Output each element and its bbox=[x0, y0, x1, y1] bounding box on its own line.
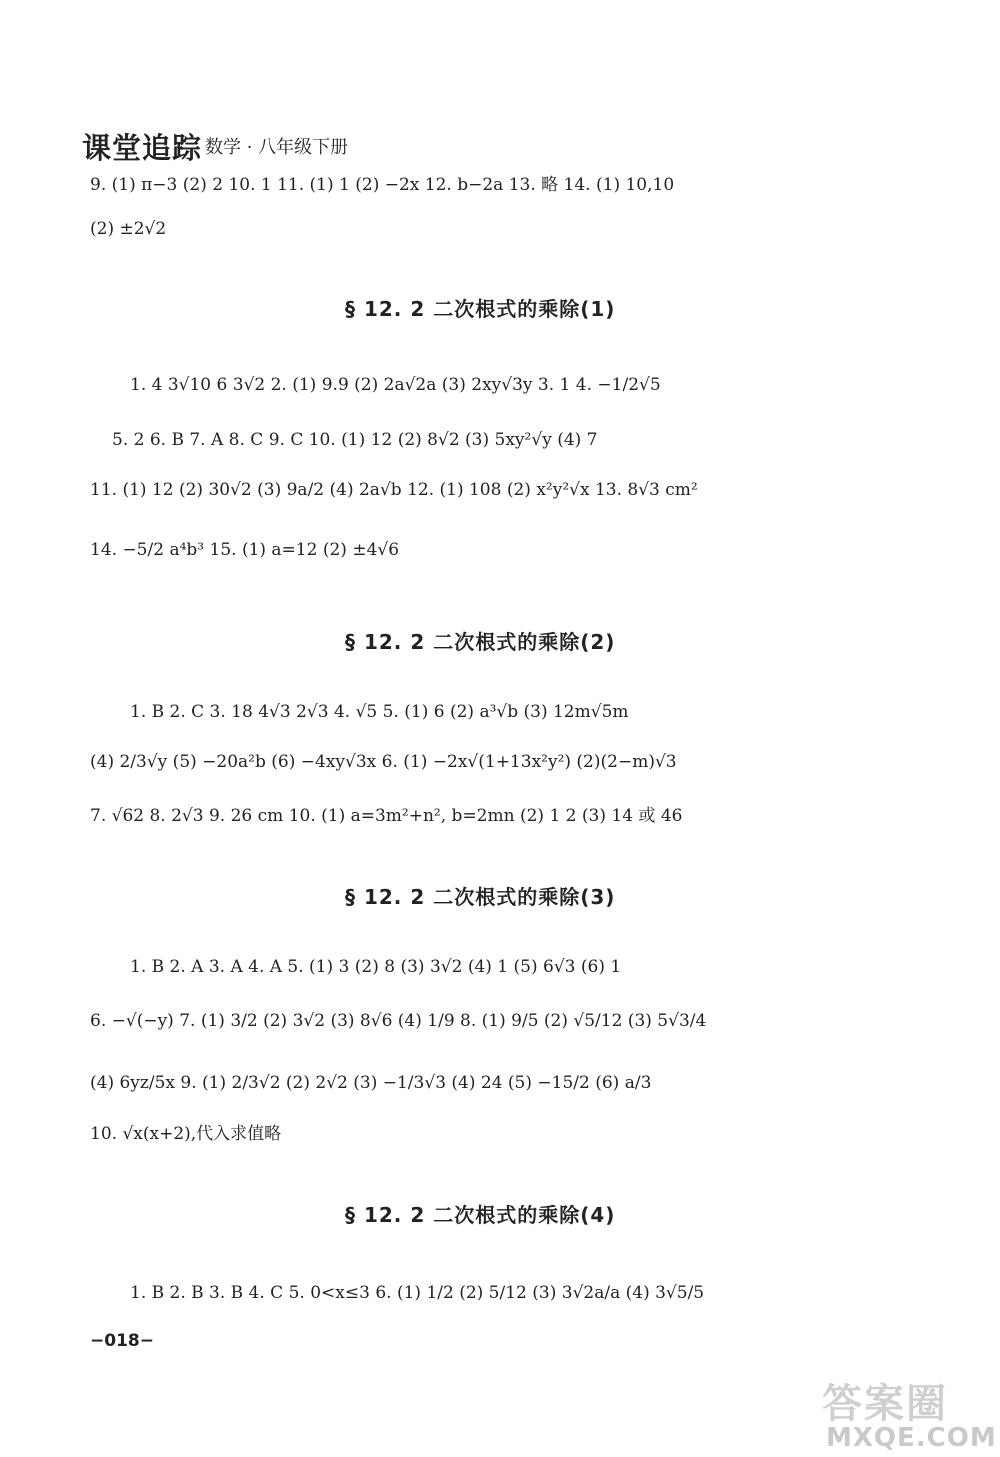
answer-line: 10. √x(x+2),代入求值略 bbox=[90, 1124, 282, 1144]
answer-line: 6. −√(−y) 7. (1) 3/2 (2) 3√2 (3) 8√6 (4) 1/9 8. (1) 9/5 (2) √5/12 (3) 5√3/4 bbox=[90, 1011, 707, 1031]
answer-line: 1. B 2. C 3. 18 4√3 2√3 4. √5 5. (1) 6 (2) a³√b (3) 12m√5m bbox=[130, 702, 629, 722]
answer-line: 5. 2 6. B 7. A 8. C 9. C 10. (1) 12 (2) 8√2 (3) 5xy²√y (4) 7 bbox=[112, 430, 598, 450]
section-title: § 12. 2 二次根式的乘除(3) bbox=[345, 885, 616, 909]
answer-line: (4) 2/3√y (5) −20a²b (6) −4xy√3x 6. (1) −2x√(1+13x²y²) (2)(2−m)√3 bbox=[90, 752, 677, 772]
page-number: −018− bbox=[90, 1331, 154, 1351]
answer-line: 1. 4 3√10 6 3√2 2. (1) 9.9 (2) 2a√2a (3) 2xy√3y 3. 1 4. −1/2√5 bbox=[130, 375, 661, 395]
section-title: § 12. 2 二次根式的乘除(4) bbox=[345, 1203, 616, 1227]
answer-line: 11. (1) 12 (2) 30√2 (3) 9a/2 (4) 2a√b 12. (1) 108 (2) x²y²√x 13. 8√3 cm² bbox=[90, 480, 698, 500]
watermark-site: MXQE.COM bbox=[826, 1423, 997, 1453]
header-subtitle: 数学 · 八年级下册 bbox=[205, 137, 349, 158]
answer-line: 1. B 2. A 3. A 4. A 5. (1) 3 (2) 8 (3) 3√2 (4) 1 (5) 6√3 (6) 1 bbox=[130, 957, 622, 977]
answer-line: 1. B 2. B 3. B 4. C 5. 0<x≤3 6. (1) 1/2 (2) 5/12 (3) 3√2a/a (4) 3√5/5 bbox=[130, 1283, 705, 1303]
header-brand: 课堂追踪 bbox=[82, 131, 203, 165]
answer-line: 14. −5/2 a⁴b³ 15. (1) a=12 (2) ±4√6 bbox=[90, 540, 400, 560]
watermark-logo: 答案圈 bbox=[822, 1381, 948, 1427]
answer-line: (2) ±2√2 bbox=[90, 219, 167, 239]
answer-line: (4) 6yz/5x 9. (1) 2/3√2 (2) 2√2 (3) −1/3√3 (4) 24 (5) −15/2 (6) a/3 bbox=[90, 1073, 652, 1093]
section-title: § 12. 2 二次根式的乘除(2) bbox=[345, 630, 616, 654]
answer-line: 9. (1) π−3 (2) 2 10. 1 11. (1) 1 (2) −2x 12. b−2a 13. 略 14. (1) 10,10 bbox=[90, 175, 675, 195]
section-title: § 12. 2 二次根式的乘除(1) bbox=[345, 297, 616, 321]
answer-line: 7. √62 8. 2√3 9. 26 cm 10. (1) a=3m²+n², b=2mn (2) 1 2 (3) 14 或 46 bbox=[90, 806, 683, 826]
